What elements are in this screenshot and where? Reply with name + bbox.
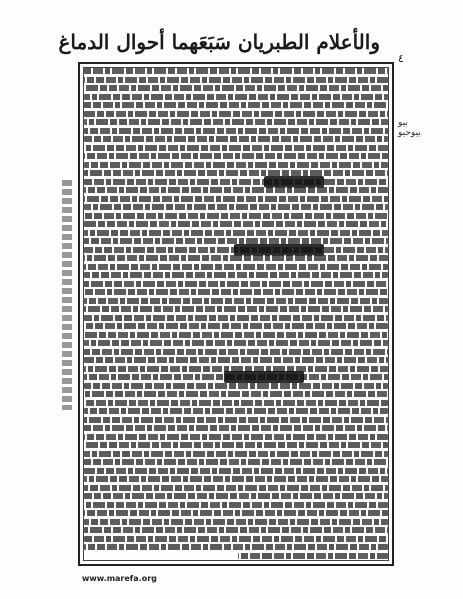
text-line	[84, 204, 388, 210]
text-line	[84, 136, 388, 142]
text-line	[84, 128, 388, 134]
text-line	[84, 162, 388, 168]
text-line	[84, 340, 388, 346]
text-line	[84, 85, 388, 91]
text-line	[84, 451, 388, 457]
text-line	[84, 196, 388, 202]
text-line	[84, 145, 388, 151]
text-line	[84, 527, 388, 533]
text-line	[84, 306, 388, 312]
text-line	[84, 323, 388, 329]
footer-website-url: www.marefa.org	[82, 574, 157, 583]
text-line	[84, 425, 388, 431]
margin-note-1: بيو	[398, 118, 408, 128]
text-line	[84, 417, 388, 423]
text-line	[84, 476, 388, 482]
text-line	[84, 153, 388, 159]
text-line	[84, 187, 388, 193]
text-line	[84, 213, 388, 219]
text-line	[84, 434, 388, 440]
text-line	[84, 544, 388, 550]
text-line	[84, 230, 388, 236]
text-line	[84, 94, 388, 100]
section-heading-mark	[264, 176, 324, 188]
text-line	[84, 119, 388, 125]
text-line	[84, 510, 388, 516]
page-header-title: والأعلام الطبريان سَبَعَهما أحوال الدماغ	[58, 30, 380, 54]
text-line	[84, 221, 388, 227]
margin-note-2: بيوحيو	[398, 128, 421, 138]
text-line	[84, 315, 388, 321]
text-line	[84, 111, 388, 117]
text-line	[84, 442, 388, 448]
text-line	[84, 391, 388, 397]
text-line	[84, 519, 388, 525]
text-line	[84, 493, 388, 499]
text-line	[238, 553, 388, 559]
text-line	[84, 298, 388, 304]
text-line	[84, 502, 388, 508]
text-line	[84, 170, 388, 176]
text-line	[84, 289, 388, 295]
text-line	[84, 485, 388, 491]
text-line	[84, 383, 388, 389]
section-heading-mark	[234, 244, 324, 256]
text-line	[84, 332, 388, 338]
text-line	[84, 255, 388, 261]
text-line	[84, 459, 388, 465]
text-line	[84, 357, 388, 363]
text-line	[84, 281, 388, 287]
page-number: ٤	[398, 52, 404, 65]
text-line	[84, 349, 388, 355]
text-line	[84, 408, 388, 414]
text-line	[84, 77, 388, 83]
section-heading-mark	[224, 371, 304, 383]
text-line	[84, 400, 388, 406]
text-line	[84, 264, 388, 270]
text-line	[84, 272, 388, 278]
text-line	[84, 68, 388, 74]
text-line	[84, 179, 388, 185]
left-margin-gloss	[62, 180, 72, 410]
text-line	[84, 468, 388, 474]
text-line	[84, 102, 388, 108]
body-text-block	[84, 66, 388, 562]
text-line	[84, 536, 388, 542]
